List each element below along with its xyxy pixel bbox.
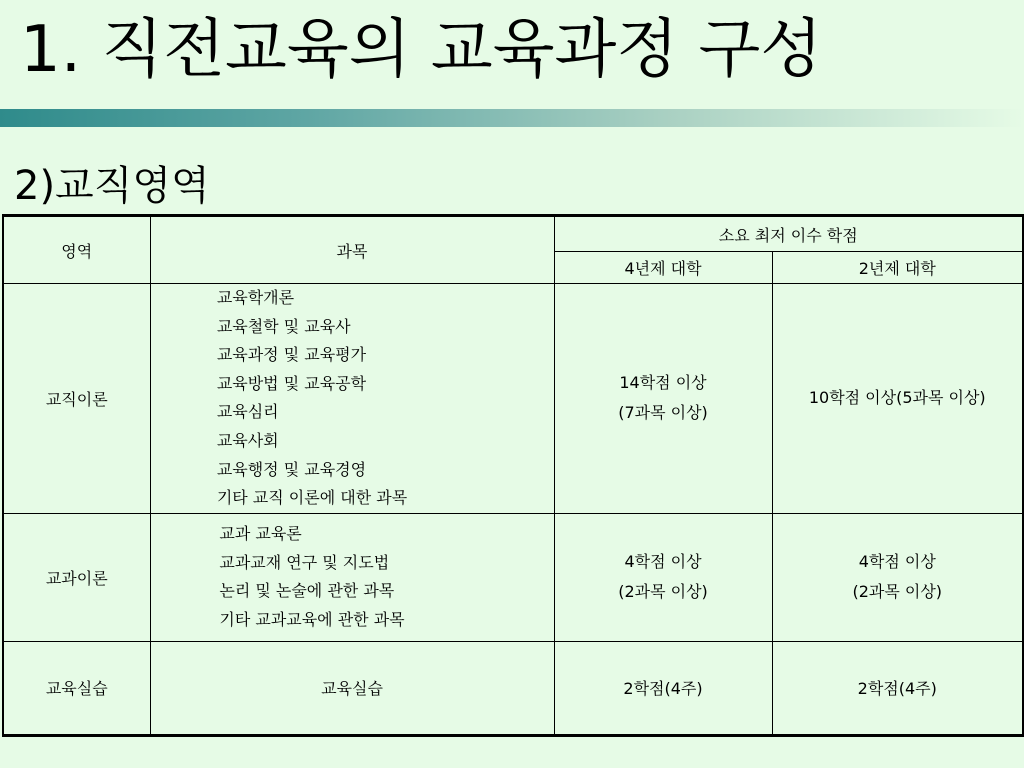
credit-line: 4학점 이상 <box>858 552 936 572</box>
course-item: 교육사회 <box>216 430 279 450</box>
credit-line: (2과목 이상) <box>852 582 943 602</box>
course-item: 교육학개론 <box>216 288 295 307</box>
course-cell <box>150 284 554 514</box>
course-item: 교육방법 및 교육공학 <box>216 373 367 393</box>
four-year-credits-cell: 2학점(4주) <box>554 641 772 735</box>
header-four-year: 4년제 대학 <box>554 252 772 284</box>
area-cell: 교직이론 <box>3 284 150 514</box>
course-item: 교육철학 및 교육사 <box>216 316 351 336</box>
course-item: 논리 및 논술에 관한 과목 <box>219 581 395 601</box>
credit-line: (7과목 이상) <box>618 403 708 423</box>
section-heading: 2)교직영역 <box>14 163 210 209</box>
four-year-credits-cell <box>554 284 772 514</box>
slide-title: 1. 직전교육의 교육과정 구성 <box>20 13 823 87</box>
two-year-credits-cell <box>772 284 1023 514</box>
credit-line: 4학점 이상 <box>624 552 702 572</box>
header-course: 과목 <box>150 216 554 284</box>
table-row <box>3 284 1023 514</box>
title-divider <box>0 109 1024 127</box>
course-item: 교육심리 <box>216 402 279 422</box>
credit-line: 10학점 이상(5과목 이상) <box>808 388 986 408</box>
table-row <box>3 641 1023 735</box>
area-cell: 교육실습 <box>3 641 150 735</box>
course-item: 기타 교과교육에 관한 과목 <box>219 609 405 629</box>
header-area: 영역 <box>3 216 150 284</box>
credit-line: 14학점 이상 <box>619 373 707 393</box>
course-list <box>219 520 404 634</box>
course-item: 기타 교직 이론에 대한 과목 <box>216 488 408 508</box>
course-cell <box>150 513 554 641</box>
course-item: 교과 교육론 <box>219 524 302 544</box>
area-cell: 교과이론 <box>3 513 150 641</box>
header-two-year: 2년제 대학 <box>772 252 1023 284</box>
credit-line: (2과목 이상) <box>618 582 708 602</box>
course-item: 교육행정 및 교육경영 <box>216 459 367 479</box>
four-year-credits-cell <box>554 513 772 641</box>
two-year-credits-cell <box>772 513 1023 641</box>
course-cell: 교육실습 <box>150 641 554 735</box>
two-year-credits-cell: 2학점(4주) <box>772 641 1023 735</box>
curriculum-table <box>2 214 1024 737</box>
header-min-credits: 소요 최저 이수 학점 <box>554 216 1023 252</box>
table-row <box>3 513 1023 641</box>
course-item: 교육과정 및 교육평가 <box>216 345 367 365</box>
course-list <box>217 284 407 513</box>
course-item: 교과교재 연구 및 지도법 <box>219 552 390 572</box>
